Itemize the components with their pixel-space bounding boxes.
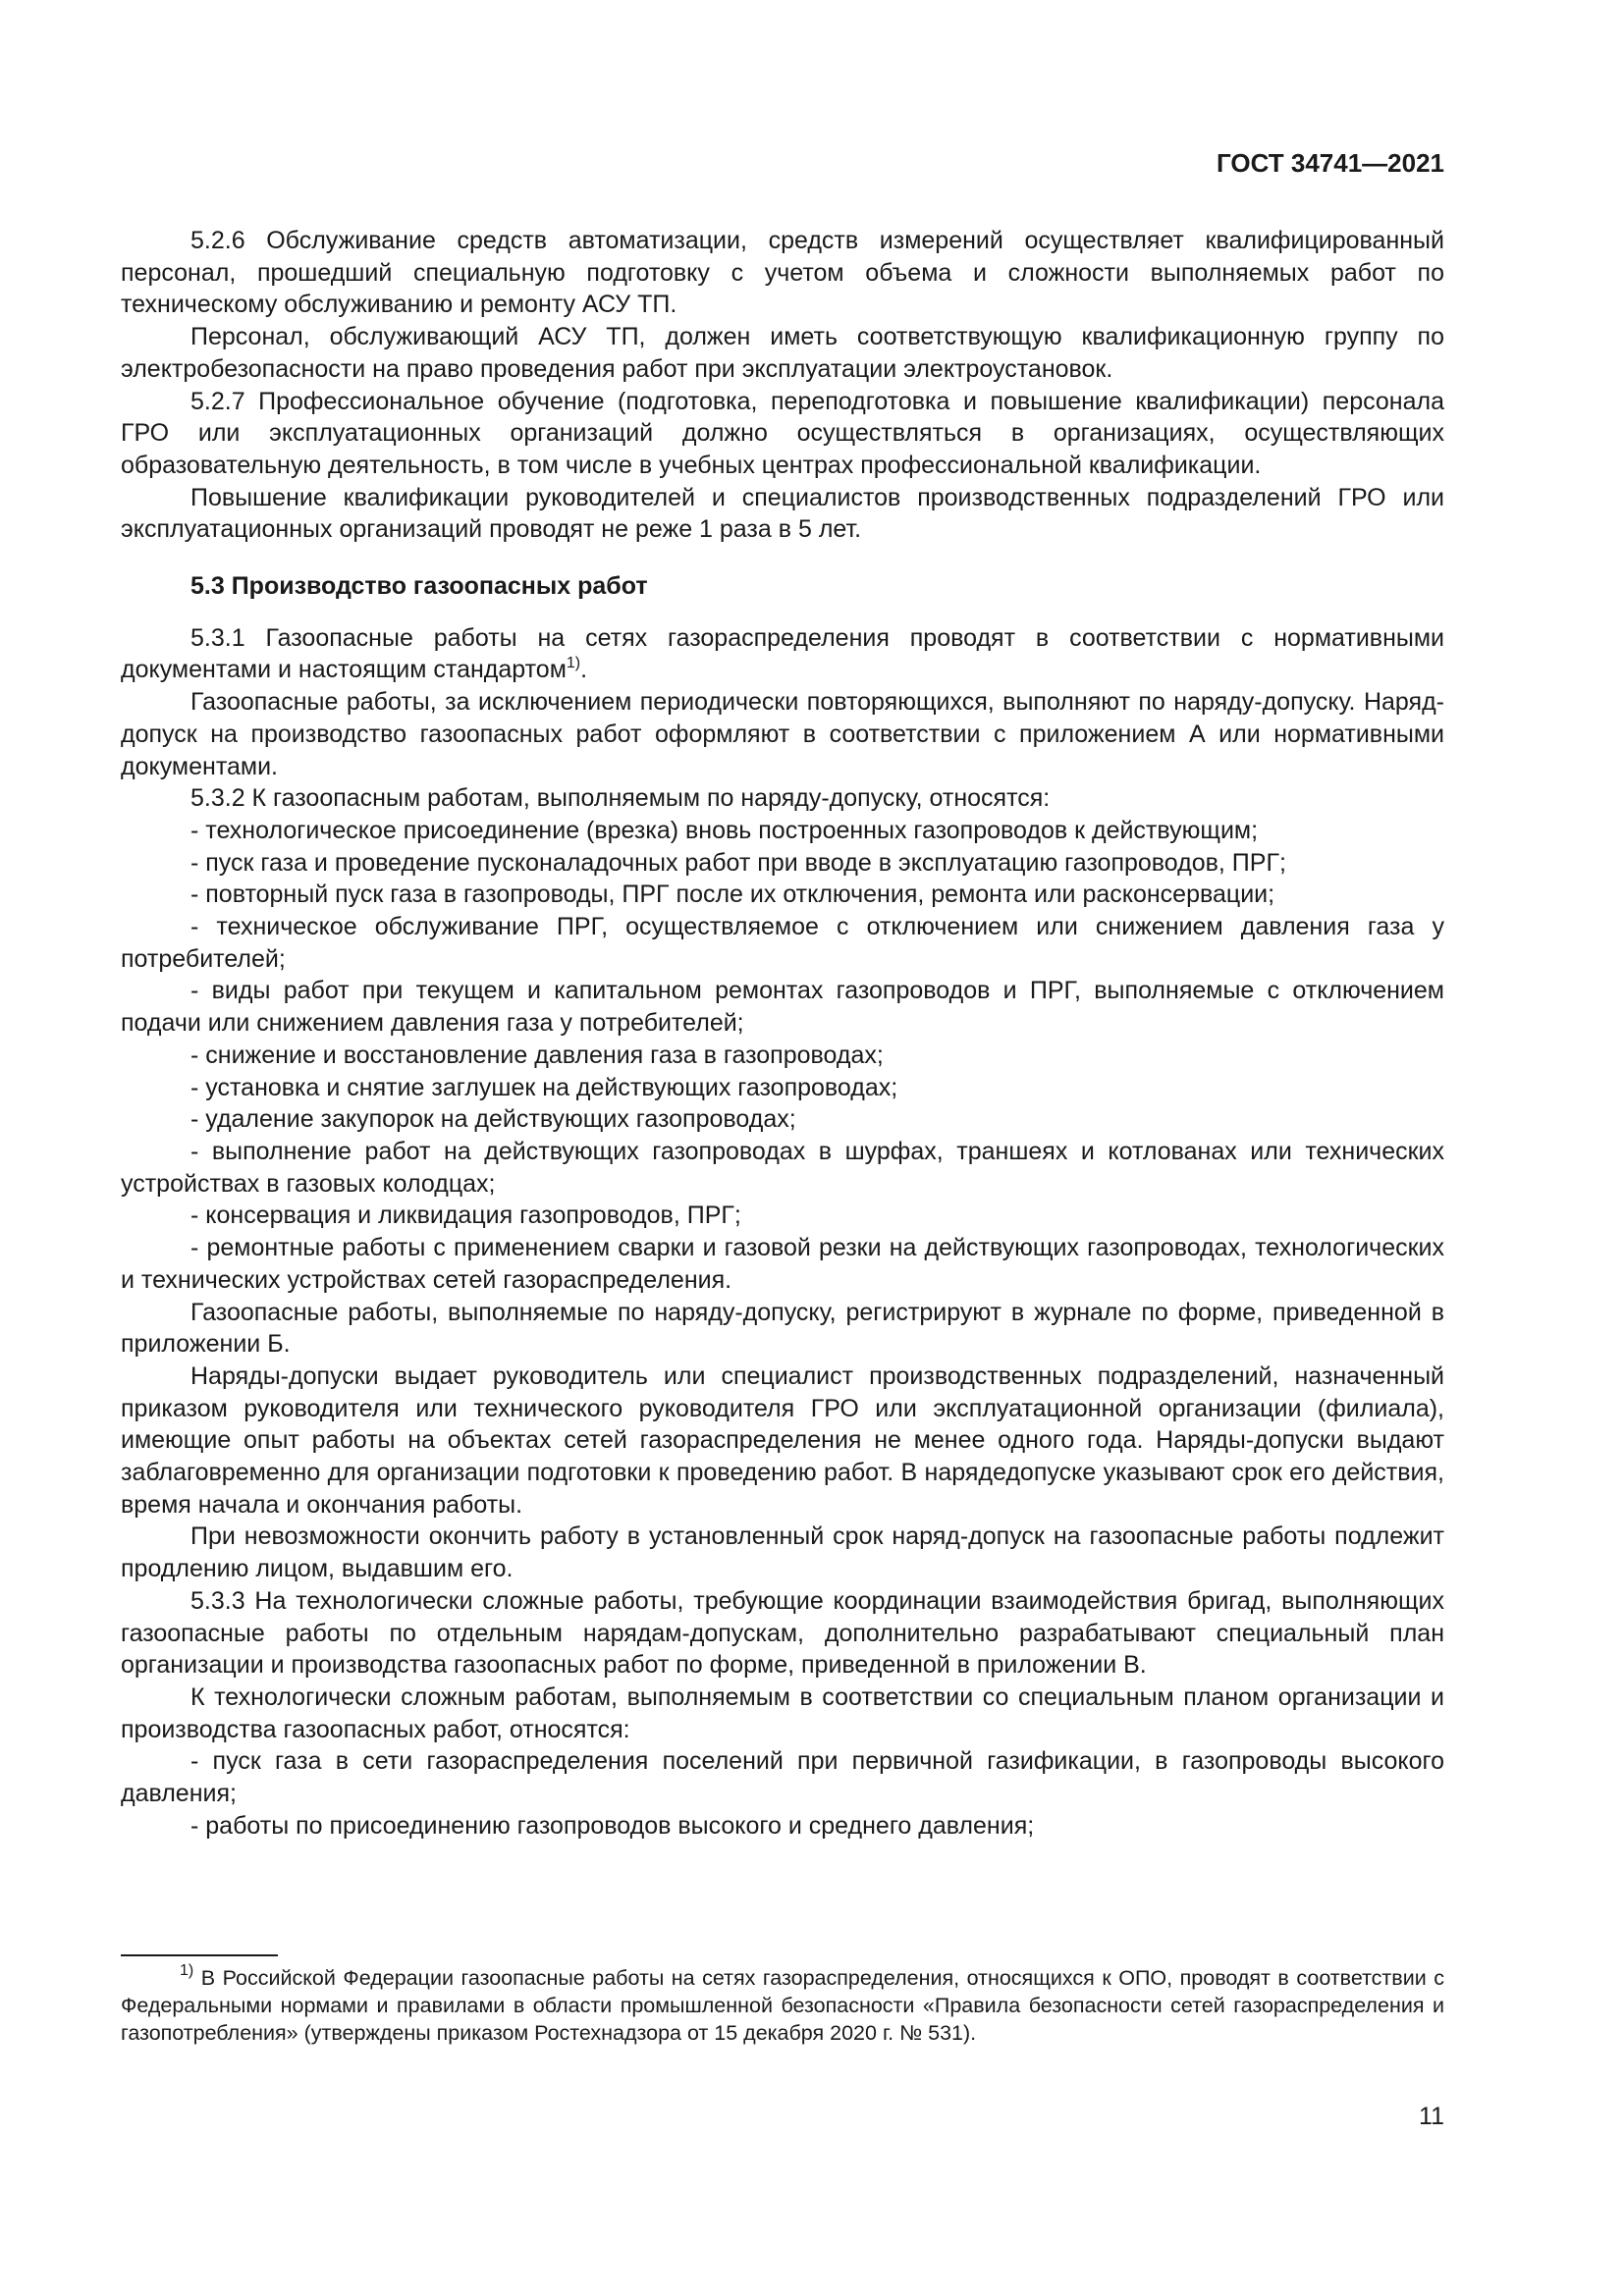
list-item: - выполнение работ на действующих газопроводах в шурфах, траншеях и котлованах или технических устройствах в газовых колодцах; (121, 1137, 1444, 1198)
section-heading: 5.3 Производство газоопасных работ (190, 572, 648, 601)
paragraph: При невозможности окончить работу в установленный срок наряд-допуск на газоопасные работы подлежит продлению лицом, выдавшим его. (121, 1522, 1444, 1583)
paragraph: 5.2.7 Профессиональное обучение (подготовка, переподготовка и повышение квалификации) персонала ГРО или эксплуатационных организаций должно осуществляться в организациях, осуществляющих образовательную деятельность, в том числе в учебных центрах профессиональной квалификации. (121, 387, 1444, 479)
list-item: - пуск газа в сети газораспределения поселений при первичной газификации, в газопроводы высокого давления; (121, 1747, 1444, 1808)
paragraph: 5.2.6 Обслуживание средств автоматизации, средств измерений осуществляет квалифицированный персонал, прошедший специальную подготовку с учетом объема и сложности выполняемых работ по техническому обслуживанию и ремонту АСУ ТП. (121, 227, 1444, 319)
list-item: - работы по присоединению газопроводов высокого и среднего давления; (190, 1811, 1035, 1840)
page-number: 11 (1419, 2103, 1444, 2130)
paragraph-end: . (580, 656, 588, 684)
list-item: - консервация и ликвидация газопроводов, ПРГ; (190, 1201, 741, 1230)
list-item: - пуск газа и проведение пусконаладочных работ при вводе в эксплуатацию газопроводов, ПРГ; (190, 848, 1286, 877)
list-item: - техническое обслуживание ПРГ, осуществляемое с отключением или снижением давления газа у потребителей; (121, 913, 1444, 973)
paragraph: К технологически сложным работам, выполняемым в соответствии со специальным планом организации и производства газоопасных работ, относятся: (121, 1682, 1444, 1743)
paragraph: Газоопасные работы, выполняемые по наряду-допуску, регистрируют в журнале по форме, приведенной в приложении Б. (121, 1298, 1444, 1359)
footnote-1 (121, 1964, 1444, 2047)
footnotes (121, 1964, 1444, 2047)
document-body (121, 225, 1444, 1842)
paragraph: Наряды-допуски выдает руководитель или специалист производственных подразделений, назначенный приказом руководителя или технического руководителя ГРО или эксплуатационной организации (филиала), имеющие опыт работы на объектах сетей газораспределения не менее одного года. Наряды-допуски выдают заблаговременно для организации подготовки к проведению работ. В нарядедопуске указывают срок его действия, время начала и окончания работы. (121, 1362, 1444, 1519)
list-item: - установка и снятие заглушек на действующих газопроводах; (190, 1073, 898, 1101)
paragraph-5-3-1 (121, 622, 1444, 686)
list-item: - технологическое присоединение (врезка) вновь построенных газопроводов к действующим; (190, 816, 1259, 844)
document-code-header: ГОСТ 34741—2021 (1217, 148, 1444, 178)
paragraph: Повышение квалификации руководителей и специалистов производственных подразделений ГРО или эксплуатационных организаций проводят не реже 1 раза в 5 лет. (121, 483, 1444, 544)
paragraph: 5.3.2 К газоопасным работам, выполняемым по наряду-допуску, относятся: (190, 784, 1051, 813)
paragraph: 5.3.3 На технологически сложные работы, требующие координации взаимодействия бригад, выполняющих газоопасные работы по отдельным нарядам-допускам, дополнительно разрабатывают специальный план организации и производства газоопасных работ по форме, приведенной в приложении В. (121, 1586, 1444, 1680)
paragraph: Газоопасные работы, за исключением периодически повторяющихся, выполняют по наряду-допуску. Наряд-допуск на производство газоопасных работ оформляют в соответствии с приложением А или нормативными документами. (121, 688, 1444, 780)
footnote-marker: 1) (180, 1962, 194, 1979)
list-item: - ремонтные работы с применением сварки и газовой резки на действующих газопроводах, технологических и технических устройствах сетей газораспределения. (121, 1234, 1444, 1294)
list-item: - снижение и восстановление давления газа в газопроводах; (190, 1041, 884, 1069)
list-item: - удаление закупорок на действующих газопроводах; (190, 1105, 796, 1134)
footnote-text: В Российской Федерации газоопасные работы на сетях газораспределения, относящихся к ОПО, проводят в соответствии с Федеральными нормами и правилами в области промышленной безопасности «Правила безопасности сетей газораспределения и газопотребления» (утверждены приказом Ростехнадзора от 15 декабря 2020 г. № 531). (121, 1966, 1444, 2045)
paragraph: Персонал, обслуживающий АСУ ТП, должен иметь соответствующую квалификационную группу по электробезопасности на право проведения работ при эксплуатации электроустановок. (121, 323, 1444, 383)
list-item: - повторный пуск газа в газопроводы, ПРГ после их отключения, ремонта или расконсервации; (190, 881, 1275, 909)
footnote-reference[interactable]: 1) (566, 655, 581, 672)
list-item: - виды работ при текущем и капитальном ремонтах газопроводов и ПРГ, выполняемые с отключением подачи или снижением давления газа у потребителей; (121, 977, 1444, 1038)
paragraph-text: 5.3.1 Газоопасные работы на сетях газораспределения проводят в соответствии с нормативными документами и настоящим стандартом (121, 623, 1444, 684)
footnote-divider (121, 1954, 278, 1956)
